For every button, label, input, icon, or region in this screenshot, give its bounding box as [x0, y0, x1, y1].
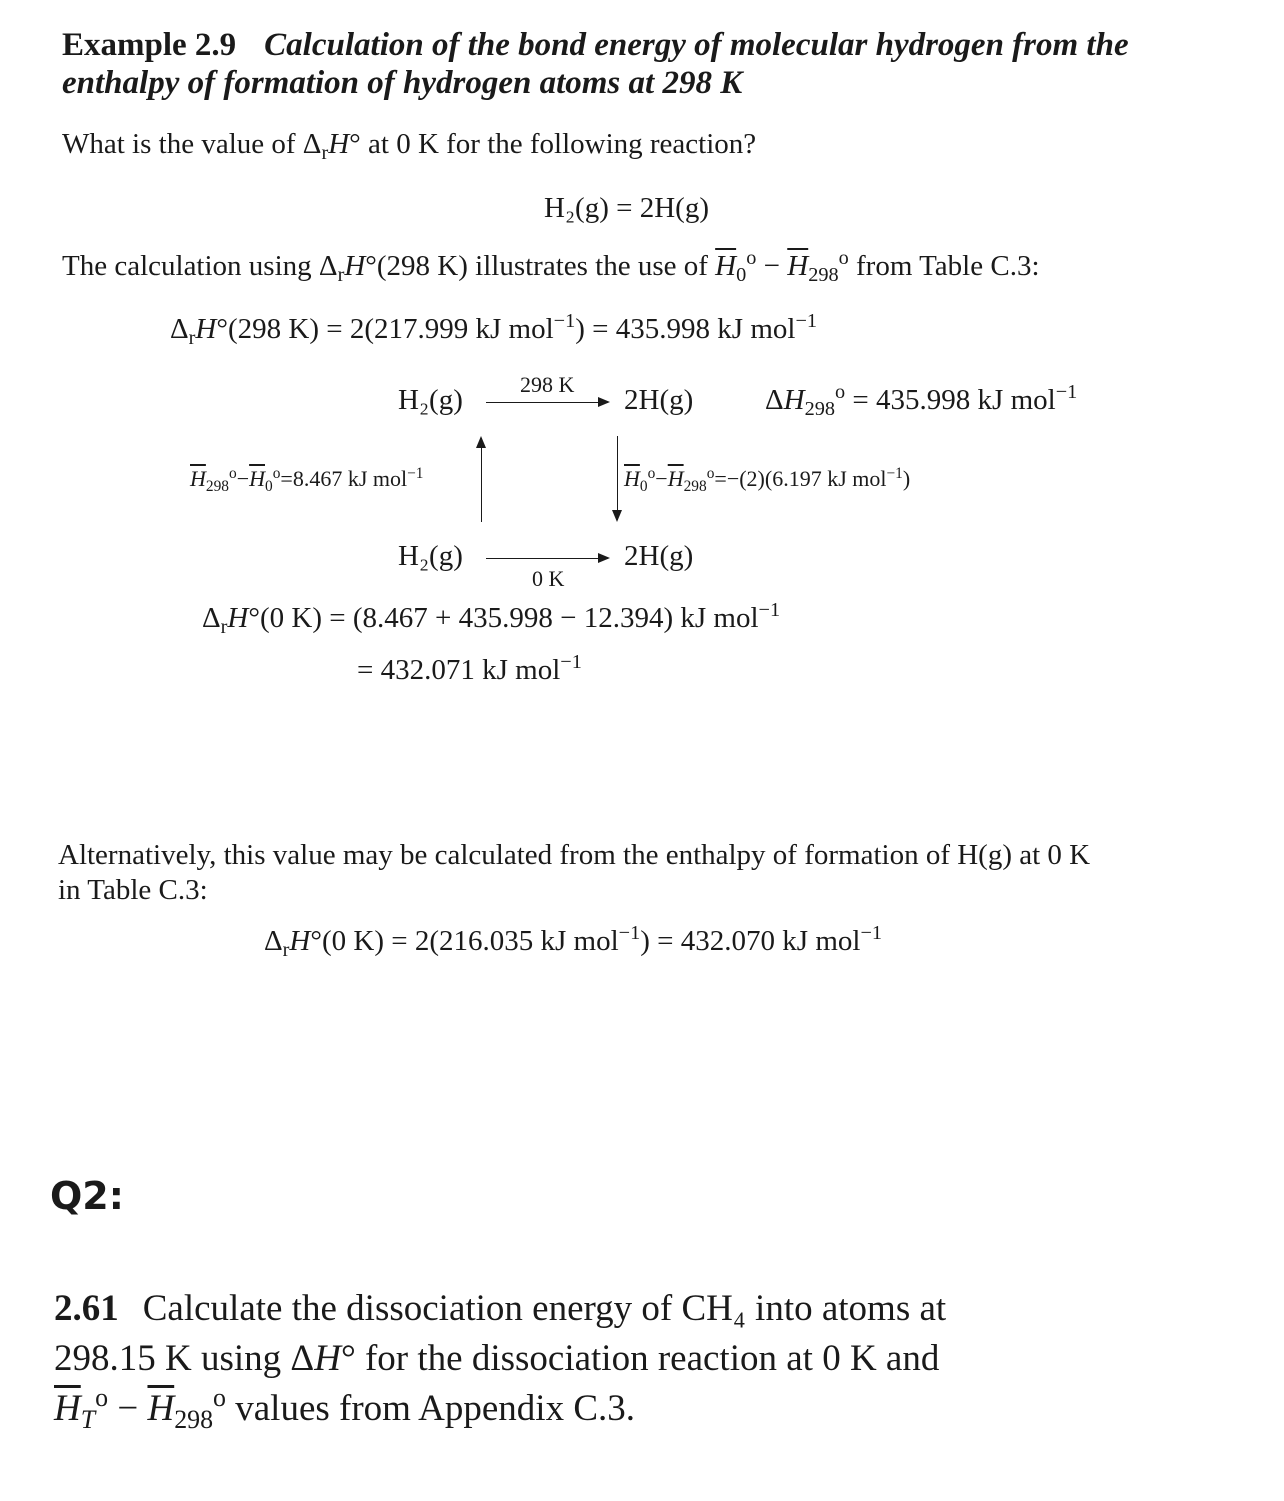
delta-r-h-symbol: $\Delta_rH^\circ$	[302, 128, 361, 165]
cycle-top-arrow-label: 298 K	[520, 372, 575, 397]
cycle-right-arrow	[617, 436, 618, 520]
cycle-top-left: H₂(g)	[398, 384, 463, 416]
problem-line3: $\overline{H}_T^o - \overline{H}_{298}^o$ values from Appendix C.3.	[54, 1382, 636, 1434]
problem-line1: 2.61 Calculate the dissociation energy of CH₄ into atoms at	[54, 1288, 947, 1329]
problem-number: 2.61	[54, 1288, 119, 1329]
cycle-top-right: 2H(g)	[624, 384, 694, 416]
cycle-right-label: $\overline{H}_0^o-\overline{H}_{298}^o=-(2)(6.197$ kJ mol$^{-1}$)	[624, 464, 911, 495]
example-title-line2: enthalpy of formation of hydrogen atoms at 298 K	[62, 65, 743, 101]
alt-text-line2: in Table C.3:	[58, 874, 208, 906]
example-label: Example 2.9	[62, 27, 237, 63]
cycle-bottom-arrow	[486, 558, 608, 559]
cycle-delta-h298: $\Delta H_{298}^o = 435.998$ kJ mol$^{-1}$	[765, 380, 1078, 421]
calc-intro: The calculation using $\Delta_rH^\circ(298$ K) illustrates the use of $\overline{H}_0^o - \overline{H}_{298}^o$ from Table C.3:	[62, 246, 1040, 287]
reaction-equation: H₂(g) = 2H(g)	[544, 192, 709, 224]
cycle-bottom-arrow-label: 0 K	[532, 566, 565, 591]
cycle-bottom-left: H₂(g)	[398, 540, 463, 572]
equation-0k: $\Delta_rH^\circ(0$ K) = (8.467 + 435.998 − 12.394) kJ mol$^{-1}$	[202, 598, 781, 639]
problem-2-61	[54, 1284, 1164, 1434]
cycle-left-arrow	[481, 438, 482, 522]
question-text: What is the value of $\Delta_rH^\circ$ at 0 K for the following reaction?	[62, 128, 757, 165]
cycle-top-arrow	[486, 402, 608, 403]
example-title	[62, 26, 1129, 64]
q2-label: Q2:	[50, 1174, 124, 1218]
equation-298k: $\Delta_rH^\circ(298$ K) = 2(217.999 kJ mol$^{-1}$) = 435.998 kJ mol$^{-1}$	[170, 309, 818, 350]
problem-line2: 298.15 K using ΔH° for the dissociation reaction at 0 K and	[54, 1338, 940, 1379]
cycle-bottom-right: 2H(g)	[624, 540, 694, 572]
equation-0k-result: = 432.071 kJ mol$^{-1}$	[357, 650, 582, 686]
example-title-line1: Calculation of the bond energy of molecular hydrogen from the	[264, 27, 1129, 63]
cycle-left-label: $\overline{H}_{298}^o-\overline{H}_0^o=8.467$ kJ mol$^{-1}$	[190, 464, 424, 495]
alt-equation: $\Delta_rH^\circ(0$ K) = 2(216.035 kJ mol$^{-1}$) = 432.070 kJ mol$^{-1}$	[264, 921, 883, 962]
alt-text-line1: Alternatively, this value may be calculated from the enthalpy of formation of H(g) at 0 K	[58, 839, 1091, 871]
